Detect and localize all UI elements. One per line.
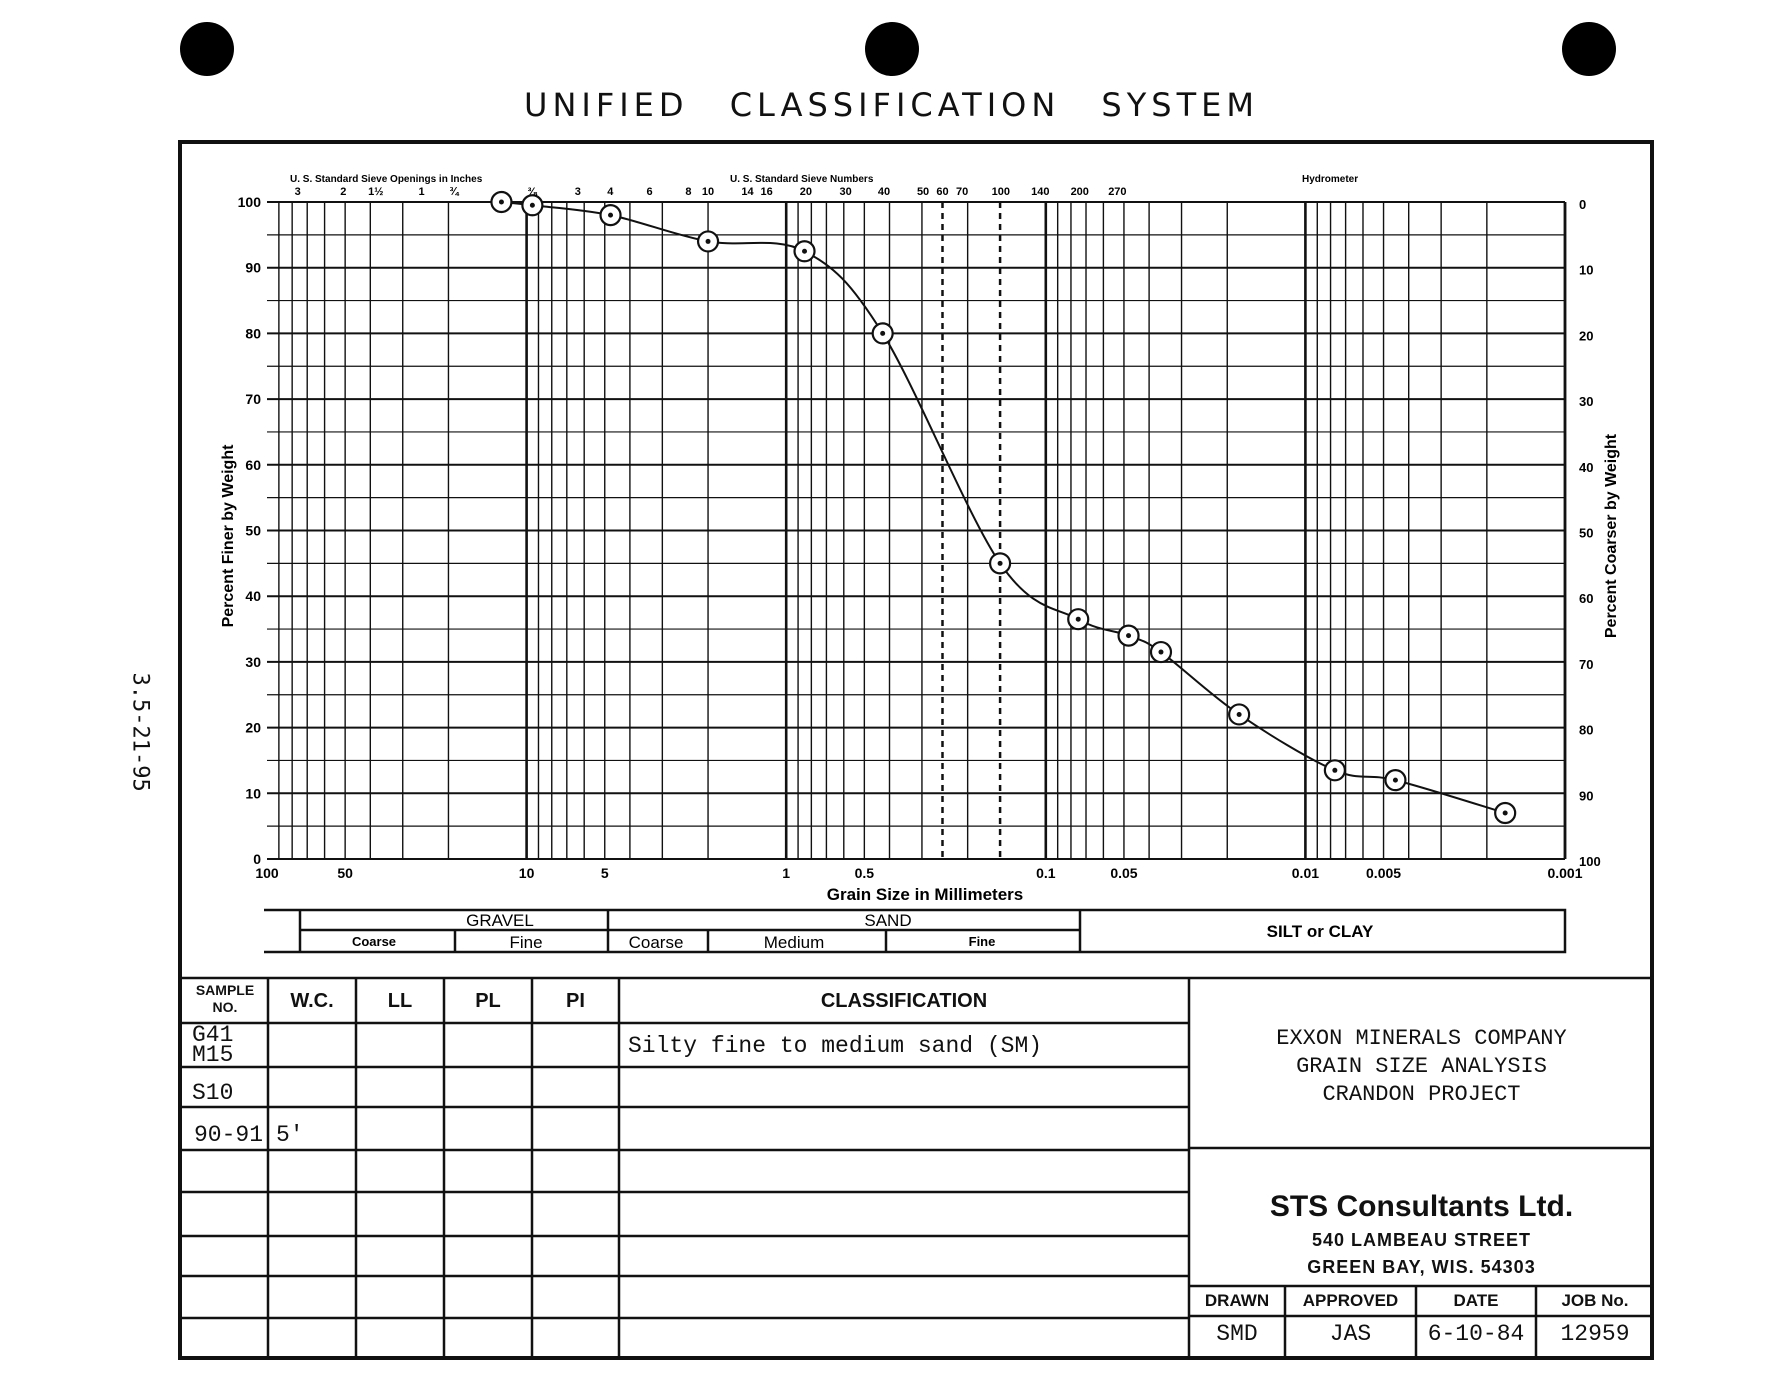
y-tick-label-right: 40 xyxy=(1579,459,1594,475)
sieve-label: 270 xyxy=(1108,186,1127,198)
sieve-label: 4 xyxy=(607,186,614,198)
header-sample-no: SAMPLE NO. xyxy=(195,982,255,1015)
sieve-label: 10 xyxy=(701,186,715,198)
sieve-label: 1½ xyxy=(368,186,384,198)
sieve-label: 14 xyxy=(741,186,754,198)
side-reference-number: 3.5-21-95 xyxy=(127,672,153,792)
y-tick-label-left: 100 xyxy=(237,194,261,210)
sieve-label: 60 xyxy=(936,186,949,198)
x-tick-label: 0.1 xyxy=(1036,865,1056,881)
sieve-label: 2 xyxy=(340,186,347,198)
band-gravel-coarse: Coarse xyxy=(351,934,397,949)
sieve-label: 100 xyxy=(991,186,1011,198)
client-line-2: GRAIN SIZE ANALYSIS xyxy=(1296,1054,1547,1079)
header-pi: PI xyxy=(566,990,585,1012)
x-tick-label: 50 xyxy=(337,865,353,881)
sieve-label: 1 xyxy=(418,186,425,198)
y-tick-label-right: 50 xyxy=(1579,525,1594,541)
firm-street: 540 LAMBEAU STREET xyxy=(1311,1230,1532,1250)
x-tick-label: 0.01 xyxy=(1291,865,1320,881)
y-tick-label-right: 10 xyxy=(1579,262,1594,278)
x-tick-label: 1 xyxy=(782,865,791,881)
y-axis-label-left: Percent Finer by Weight xyxy=(220,444,237,628)
band-silt-clay: SILT or CLAY xyxy=(1266,922,1374,941)
x-tick-label: 0.005 xyxy=(1366,865,1402,881)
header-classification: CLASSIFICATION xyxy=(820,990,988,1012)
y-tick-label-left: 40 xyxy=(245,588,261,605)
row3-wc: 5' xyxy=(276,1122,304,1148)
row3-sample: 90-91 xyxy=(194,1122,264,1148)
band-gravel-fine: Fine xyxy=(509,933,543,952)
firm-name: STS Consultants Ltd. xyxy=(1269,1190,1574,1223)
y-tick-label-left: 10 xyxy=(245,785,261,802)
y-tick-label-right: 80 xyxy=(1579,722,1594,738)
band-gravel: GRAVEL xyxy=(466,911,534,930)
y-tick-label-right: 60 xyxy=(1579,591,1594,607)
y-tick-label-left: 50 xyxy=(245,522,261,539)
sieve-label: ⅜ xyxy=(527,186,537,198)
y-axis-label-right: Percent Coarser by Weight xyxy=(1603,433,1620,639)
y-tick-label-right: 90 xyxy=(1579,788,1594,804)
header-ll: LL xyxy=(387,990,413,1012)
x-tick-label: 0.05 xyxy=(1110,865,1138,881)
x-tick-label: 5 xyxy=(600,865,609,881)
band-sand-medium: Medium xyxy=(763,933,825,952)
job-value: 12959 xyxy=(1560,1321,1630,1347)
date-value: 6-10-84 xyxy=(1427,1321,1525,1347)
y-tick-label-right: 0 xyxy=(1579,197,1587,212)
sieve-label: 30 xyxy=(839,186,852,198)
job-label: JOB No. xyxy=(1561,1291,1629,1310)
approved-label: APPROVED xyxy=(1302,1291,1399,1310)
sieve-label: 70 xyxy=(956,186,969,198)
drawn-label: DRAWN xyxy=(1204,1291,1270,1310)
sieve-label: 3 xyxy=(574,186,581,198)
y-tick-label-left: 70 xyxy=(245,391,261,408)
client-line-1: EXXON MINERALS COMPANY xyxy=(1276,1026,1567,1051)
x-tick-label: 10 xyxy=(518,865,535,881)
page-title: UNIFIED CLASSIFICATION SYSTEM xyxy=(524,86,1259,124)
client-line-3: CRANDON PROJECT xyxy=(1322,1082,1521,1107)
y-tick-label-right: 70 xyxy=(1579,656,1594,672)
row2-sample: S10 xyxy=(192,1080,234,1106)
y-tick-label-left: 30 xyxy=(245,653,261,670)
sieve-label: ¾ xyxy=(449,186,459,198)
sieve-label: 140 xyxy=(1031,186,1050,198)
x-tick-label: 0.5 xyxy=(854,865,875,881)
band-sand-fine: Fine xyxy=(968,934,996,949)
header-pl: PL xyxy=(475,990,501,1012)
row1-sample: G41 M15 xyxy=(192,1022,234,1068)
band-sand-coarse: Coarse xyxy=(628,933,684,952)
y-tick-label-left: 20 xyxy=(245,719,261,736)
sieve-label: 6 xyxy=(646,186,653,198)
y-tick-label-left: 60 xyxy=(245,456,261,473)
sieve-inches-title: U. S. Standard Sieve Openings in Inches xyxy=(290,174,483,185)
y-tick-label-left: 0 xyxy=(253,851,261,867)
date-label: DATE xyxy=(1453,1291,1499,1310)
y-tick-label-right: 30 xyxy=(1579,394,1594,410)
sieve-label: 16 xyxy=(760,186,773,198)
sieve-numbers-title: U. S. Standard Sieve Numbers xyxy=(730,174,874,185)
x-tick-label: 100 xyxy=(255,865,279,881)
hydrometer-title: Hydrometer xyxy=(1302,174,1359,185)
sieve-label: 50 xyxy=(916,186,930,198)
sieve-label: 3 xyxy=(294,186,301,198)
y-tick-label-left: 80 xyxy=(245,325,261,342)
firm-city: GREEN BAY, WIS. 54303 xyxy=(1307,1257,1536,1277)
sieve-label: 8 xyxy=(685,186,692,198)
y-tick-label-right: 100 xyxy=(1579,854,1601,869)
band-sand: SAND xyxy=(864,911,912,930)
sieve-label: 20 xyxy=(799,186,812,198)
x-tick-label: 0.001 xyxy=(1547,865,1583,881)
sieve-label: 40 xyxy=(877,186,891,198)
header-wc: W.C. xyxy=(290,990,334,1012)
approved-value: JAS xyxy=(1329,1321,1372,1347)
x-axis-label: Grain Size in Millimeters xyxy=(826,885,1024,904)
y-tick-label-left: 90 xyxy=(245,259,261,276)
sieve-label: 200 xyxy=(1070,186,1089,198)
drawn-value: SMD xyxy=(1216,1321,1258,1347)
row1-classification: Silty fine to medium sand (SM) xyxy=(628,1033,1043,1059)
y-tick-label-right: 20 xyxy=(1579,328,1594,344)
